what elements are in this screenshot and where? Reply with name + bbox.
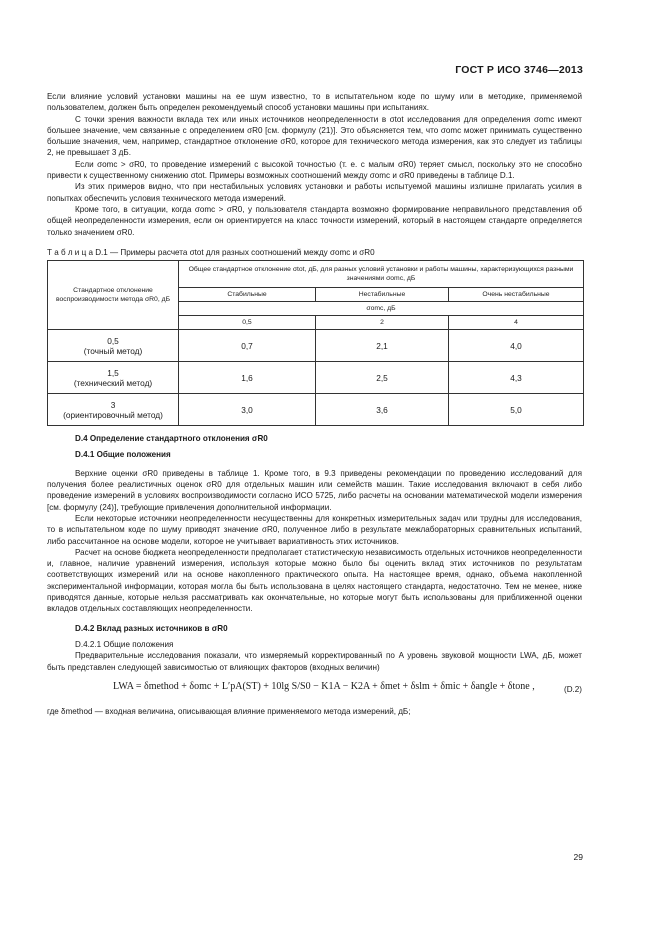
table-row	[48, 330, 584, 362]
row-label: 1,5 (технический метод)	[48, 362, 179, 394]
data-table	[47, 260, 584, 426]
section-title: D.4 Определение стандартного отклонения σR0	[75, 434, 268, 444]
page-number: 29	[573, 852, 583, 862]
table-cell: 3,6	[316, 394, 449, 426]
table-header-sigma-value: 0,5	[179, 316, 316, 330]
paragraph: Из этих примеров видно, что при нестабильных условиях установки и работы испытуемой машины излишне прилагать усилия в попытках обеспечить условия технического метода измерений.	[47, 182, 582, 203]
table-header-sigma-value: 4	[449, 316, 584, 330]
paragraph: Если некоторые источники неопределенности несущественны для конкретных измерительных задач или трудны для исследования, то в испытательном коде по шуму приводят значение σR0, полученное либо в результате межлабораторных сравнительных испытаний, либо рассчитанное на основе модели, которое не учитывает вариативность этих источников.	[47, 513, 582, 546]
table-cell: 1,6	[179, 362, 316, 394]
table-cell: 5,0	[449, 394, 584, 426]
page-body	[47, 91, 582, 717]
formula: LWA = δmethod + δomc + L′pA(ST) + 10lg S/S0 − K1A − K2A + δmet + δslm + δmic + δangle + δtone ,	[113, 680, 535, 692]
table-header-condition: Очень нестабильные	[449, 288, 584, 302]
table-header-condition: Стабильные	[179, 288, 316, 302]
table-cell: 0,7	[179, 330, 316, 362]
table-cell: 2,1	[316, 330, 449, 362]
table-cell: 3,0	[179, 394, 316, 426]
table-header-sigma: σomc, дБ	[179, 302, 584, 316]
table-cell: 4,3	[449, 362, 584, 394]
table-row	[48, 394, 584, 426]
formula-block	[47, 675, 582, 705]
row-label: 0,5 (точный метод)	[48, 330, 179, 362]
subsection-title: D.4.2 Вклад разных источников в σR0	[75, 623, 228, 633]
row-label: 3 (ориентировочный метод)	[48, 394, 179, 426]
table-header-method: Стандартное отклонение воспроизводимости метода σR0, дБ	[48, 261, 179, 330]
table-cell: 2,5	[316, 362, 449, 394]
subsection-title: D.4.2.1 Общие положения	[75, 639, 174, 649]
paragraph: С точки зрения важности вклада тех или иных источников неопределенности в σtot исследования для определения σomc имеют большее значение, чем связанные с определением σR0 [см. формулу (21)]. Это объясняется тем, что σomc может принимать существенно большие значения, чем, например, стандартное отклонение σR0, которое для технического метода измерения, как это следует из таблицы 2, не превышает 3 дБ.	[47, 114, 582, 158]
paragraph: Если σomc > σR0, то проведение измерений с высокой точностью (т. е. с малым σR0) теряет смысл, поскольку это не способно привести к существенному снижению σtot. Примеры возможных соотношений между σomc и σR0 приведены в таблице D.1.	[47, 159, 582, 181]
table-header-condition: Нестабильные	[316, 288, 449, 302]
document-header: ГОСТ Р ИСО 3746—2013	[455, 64, 583, 76]
paragraph: где δmethod — входная величина, описывающая влияние применяемого метода измерений, дБ;	[47, 706, 411, 716]
table-cell: 4,0	[449, 330, 584, 362]
table-header-sigma-value: 2	[316, 316, 449, 330]
paragraph: Если влияние условий установки машины на ее шум известно, то в испытательном коде по шуму или в методике, применяемой пользователем, должен быть определен рекомендуемый способ установки машины при испытаниях.	[47, 92, 582, 113]
table-caption: Т а б л и ц а D.1 — Примеры расчета σtot для разных соотношений между σomc и σR0	[47, 247, 375, 257]
paragraph: Расчет на основе бюджета неопределенности предполагает статистическую независимость отдельных источников неопределенности и, главное, наличие уравнений измерения, используя которые можно было бы оценить вклад этих источников по результатам соответствующих измерений или на основе накопленного практического опыта. На настоящее время, однако, объема накопленной экспериментальной информации, которая могла бы быть использована в целях настоящего стандарта, недостаточно. Тем не менее, ниже приводятся данные, которые нельзя рассматривать как окончательные, но которые могут быть использованы для приближенной оценки вкладов отдельных составляющих неопределенности.	[47, 547, 582, 614]
table-row	[48, 362, 584, 394]
paragraph: Верхние оценки σR0 приведены в таблице 1. Кроме того, в 9.3 приведены рекомендации по проведению исследований для получения более реалистичных оценок σR0 для отдельных машин или семейств машин. Такие исследования включают в себя либо проведение измерений в условиях воспроизводимости согласно ИСО 5725, либо расчеты на основании математической модели измерения [см. формулу (24)], требующие привлечения дополнительной информации.	[47, 468, 582, 512]
subsection-title: D.4.1 Общие положения	[75, 450, 171, 460]
paragraph: Кроме того, в ситуации, когда σomc > σR0, у пользователя стандарта возможно формирование неправильного представления об общей неопределенности измерения, если он ориентируется на класс точности измерений, который в настоящем стандарте определяется только значением σR0.	[47, 204, 582, 237]
paragraph: Предварительные исследования показали, что измеряемый корректированный по A уровень звуковой мощности LWA, дБ, может быть представлен следующей зависимостью от влияющих факторов (входных величин)	[47, 651, 582, 672]
table-header-group: Общее стандартное отклонение σtot, дБ, для разных условий установки и работы машины, характеризующихся разными значениями σomc, дБ	[179, 261, 584, 288]
equation-number: (D.2)	[564, 684, 582, 694]
